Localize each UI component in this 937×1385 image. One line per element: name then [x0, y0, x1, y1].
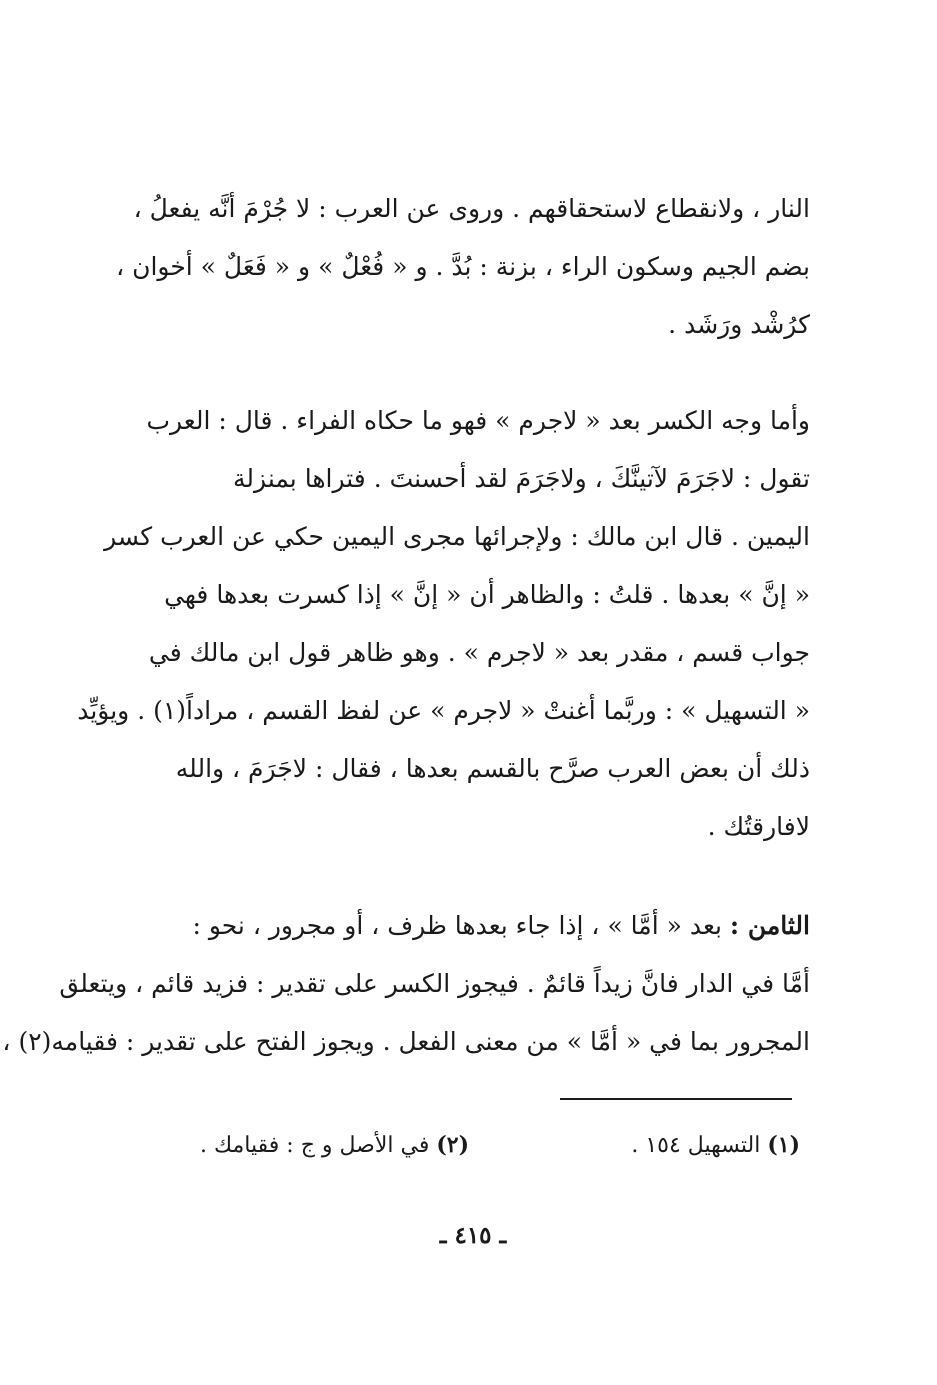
- text-line: جواب قسم ، مقدر بعد « لاجرم » . وهو ظاهر قول ابن مالك في: [148, 638, 810, 667]
- section-lead: الثامن :: [729, 911, 810, 940]
- text-line: تقول : لاجَرَمَ لآتينَّكَ ، ولاجَرَمَ لقد أحسنتَ . فتراها بمنزلة: [233, 464, 810, 493]
- footnote-2: [200, 1125, 469, 1166]
- text-line: بضم الجيم وسكون الراء ، بزنة : بُدَّ . و « فُعْلٌ » و « فَعَلٌ » أخوان ،: [116, 252, 810, 281]
- footnote-1: [631, 1125, 800, 1166]
- footnote-number: (٢): [436, 1132, 470, 1158]
- text-line: اليمين . قال ابن مالك : ولإجرائها مجرى اليمين حكي عن العرب كسر: [104, 522, 810, 551]
- text-line: كرُشْد ورَشَد .: [668, 310, 810, 339]
- page-number: ـ ٤١٥ ـ: [439, 1222, 507, 1249]
- text-line: لافارقتُك .: [707, 812, 810, 841]
- footnote-number: (١): [767, 1132, 800, 1158]
- paragraph-1: [116, 180, 810, 354]
- text-line: ذلك أن بعض العرب صرَّح بالقسم بعدها ، فقال : لاجَرَمَ ، والله: [175, 754, 810, 783]
- text-line: وأما وجه الكسر بعد « لاجرم » فهو ما حكاه الفراء . قال : العرب: [146, 406, 810, 435]
- footnote-text: التسهيل ١٥٤ .: [631, 1133, 761, 1158]
- text-line: أمَّا في الدار فانَّ زيداً قائمٌ . فيجوز الكسر على تقدير : فزيد قائم ، ويتعلق: [59, 969, 810, 998]
- text-line: [160, 897, 810, 955]
- footnotes: [200, 1125, 800, 1166]
- text-line: « إنَّ » بعدها . قلتُ : والظاهر أن « إنَّ » إذا كسرت بعدها فهي: [164, 580, 810, 609]
- paragraph-2: [77, 392, 810, 856]
- text-line: « التسهيل » : وربَّما أغنتْ « لاجرم » عن لفظ القسم ، مراداً(١) . ويؤيِّد: [77, 696, 810, 725]
- footnote-text: في الأصل و ج : فقيامك .: [200, 1133, 430, 1158]
- text-line: المجرور بما في « أمَّا » من معنى الفعل . ويجوز الفتح على تقدير : فقيامه(٢) ،: [2, 1027, 810, 1056]
- paragraph-3: [2, 897, 810, 1071]
- footnote-divider: [560, 1098, 792, 1100]
- text-run: بعد « أمَّا » ، إذا جاء بعدها ظرف ، أو مجرور ، نحو :: [192, 911, 722, 940]
- text-line: النار ، ولانقطاع لاستحقاقهم . وروى عن العرب : لا جُرْمَ أنَّه يفعلُ ،: [133, 194, 810, 223]
